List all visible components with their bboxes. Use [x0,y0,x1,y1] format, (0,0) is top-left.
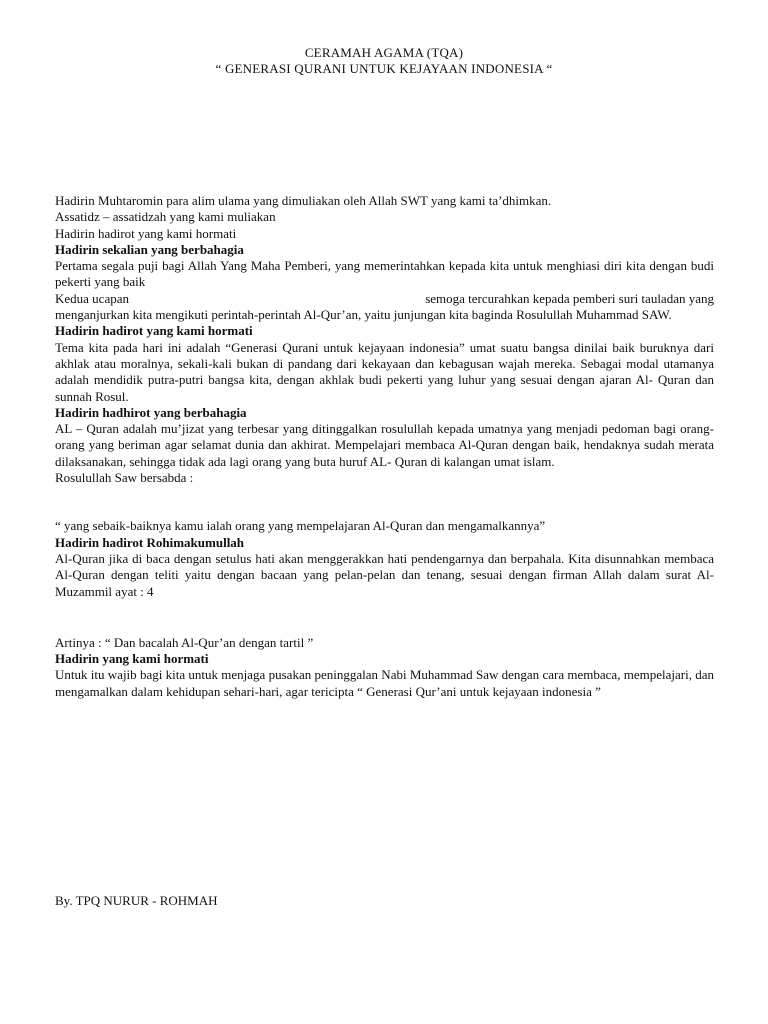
section-heading-3: Hadirin hadhirot yang berbahagia [55,404,247,420]
translation-line: Artinya : “ Dan bacalah Al-Qur’an dengan tartil ” [55,634,314,650]
paragraph-3: Tema kita pada hari ini adalah “Generasi Qurani untuk kejayaan indonesia” umat suatu bangsa dinilai baik buruknya dari akhlak atau moralnya, sekali-kali bukan di pandang dari kekayaan dan kebagusan wajah mereka. Sebagai modal utamanya adalah mendidik putra-putri bangsa kita, dengan akhlak budi pekerti yang luhur yang sesuai dengan ajaran Al- Quran dan sunnah Rosul. [55,339,714,404]
paragraph-2: menganjurkan kita mengikuti perintah-perintah Al-Qur’an, yaitu junjungan kita baginda Rosulullah Muhammad SAW. [55,307,672,323]
signature: By. TPQ NURUR - ROHMAH [55,893,218,908]
paragraph-1: Pertama segala puji bagi Allah Yang Maha Pemberi, yang memerintahkan kepada kita untuk menghiasi diri kita dengan budi pekerti yang baik [55,258,714,290]
document-header [0,45,768,77]
kedua-row [55,291,714,307]
paragraph-5: Rosulullah Saw bersabda : [55,470,194,486]
greeting-line-1: Hadirin Muhtaromin para alim ulama yang dimuliakan oleh Allah SWT yang kami ta’dhimkan. [55,193,552,208]
document-subtitle: “ GENERASI QURANI UNTUK KEJAYAAN INDONESIA “ [215,61,553,76]
kedua-label: Kedua ucapan [55,290,129,306]
document-title: CERAMAH AGAMA (TQA) [304,45,464,60]
kedua-text: semoga tercurahkan kepada pemberi suri tauladan yang [425,290,714,306]
paragraph-4: AL – Quran adalah mu’jizat yang terbesar yang ditinggalkan rosulullah kepada umatnya yang menjadi pedoman bagi orang-orang yang beriman agar selamat dunia dan akhirat. Mempelajari membaca Al-Quran dengan baik, hendaknya sudah merata dilaksanakan, sehingga tidak ada lagi orang yang buta huruf AL- Quran di kalangan umat islam. [55,421,714,469]
greeting-line-3: Hadirin hadirot yang kami hormati [55,225,237,241]
hadith-quote: “ yang sebaik-baiknya kamu ialah orang yang mempelajaran Al-Quran dan mengamalkannya” [55,518,546,534]
spacer [55,486,714,518]
section-heading-2: Hadirin hadirot yang kami hormati [55,323,253,339]
paragraph-7: Untuk itu wajib bagi kita untuk menjaga pusakan peninggalan Nabi Muhammad Saw dengan cara membaca, mempelajari, dan mengamalkan dalam kehidupan sehari-hari, agar tericipta “ Generasi Qur’ani untuk kejayaan indonesia ” [55,667,714,699]
paragraph-6: Al-Quran jika di baca dengan setulus hati akan menggerakkan hati pendengarnya dan berpahala. Kita disunnahkan membaca Al-Quran dengan teliti yaitu dengan bacaan yang pelan-pelan dan tenang, sesuai dengan firman Allah dalam surat Al- Muzammil ayat : 4 [55,550,714,599]
section-heading-5: Hadirin yang kami hormati [55,651,209,667]
section-heading-4: Hadirin hadirot Rohimakumullah [55,534,245,550]
document-body [55,193,714,700]
greeting-line-2: Assatidz – assatidzah yang kami muliakan [55,209,276,225]
spacer [55,600,714,635]
section-heading-1: Hadirin sekalian yang berbahagia [55,241,244,257]
